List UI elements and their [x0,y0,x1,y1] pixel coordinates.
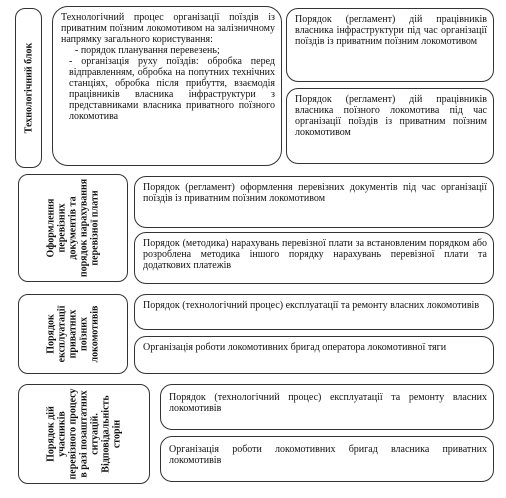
infrastructure-regulation-text: Порядок (регламент) дій працівників власника інфраструктури під час організації поїздів із приватним поїзним локомотивом [295,14,487,47]
operator-crews-box [134,336,494,374]
operation-block-label-box [18,294,128,374]
tech-process-item-2: - організація руху поїздів: обробка перед відправленням, обробка на попутних технічних станціях, обробка після прибуття, взаємодія працівників власника інфраструктури з представниками власника приватного поїзного локомотива [69,56,275,122]
tech-process-item-1: - порядок планування перевезень; [75,45,220,56]
tech-process-intro: Технологічний процес організації поїздів із приватним поїзним локомотивом на залізничному напрямку загального користування: [61,12,275,45]
locomotive-owner-regulation-box [286,88,494,164]
tech-block-label-box [15,8,42,168]
operation-block-label: Порядок експлуатації приватних поїзних локомотивів [45,305,101,363]
operation-process-box [134,294,494,330]
emergency-block-label: Порядок дій учасників перевізного процесу в разі позаштатних ситуацій. Відповідальність сторін [45,388,123,480]
owner-crews-box [160,436,494,482]
owner-crews-text: Організація роботи локомотивних бригад власника приватних локомотивів [169,444,487,466]
operator-crews-text: Організація роботи локомотивних бригад оператора локомотивної тяги [143,342,447,353]
docs-regulation-text: Порядок (регламент) оформлення перевізних документів під час організації поїздів із приватним поїзним локомотивом [143,182,487,204]
tech-block-label: Технологічний блок [23,42,34,134]
emergency-block-label-box [18,384,150,484]
infrastructure-regulation-box [286,8,494,82]
tech-process-box [52,6,282,166]
emergency-operation-text: Порядок (технологічний процес) експлуатації та ремонту власних локомотивів [169,392,487,414]
fare-methodology-box [134,232,494,284]
emergency-operation-box [160,384,494,430]
docs-regulation-box [134,176,494,228]
docs-block-label-box [18,174,128,282]
fare-methodology-text: Порядок (методика) нарахувань перевізної плати за встановленим порядком або розроблена методика іншого порядку нарахувань перевізної плати та додаткових платежів [143,238,487,271]
operation-process-text: Порядок (технологічний процес) експлуатації та ремонту власних локомотивів [143,300,480,311]
docs-block-label: Оформлення перевізних документів та порядок нарахування перевізної плати [45,178,101,278]
locomotive-owner-regulation-text: Порядок (регламент) дій працівників власника поїзного локомотива під час організації поїздів із приватним поїзним локомотивом [295,94,487,138]
